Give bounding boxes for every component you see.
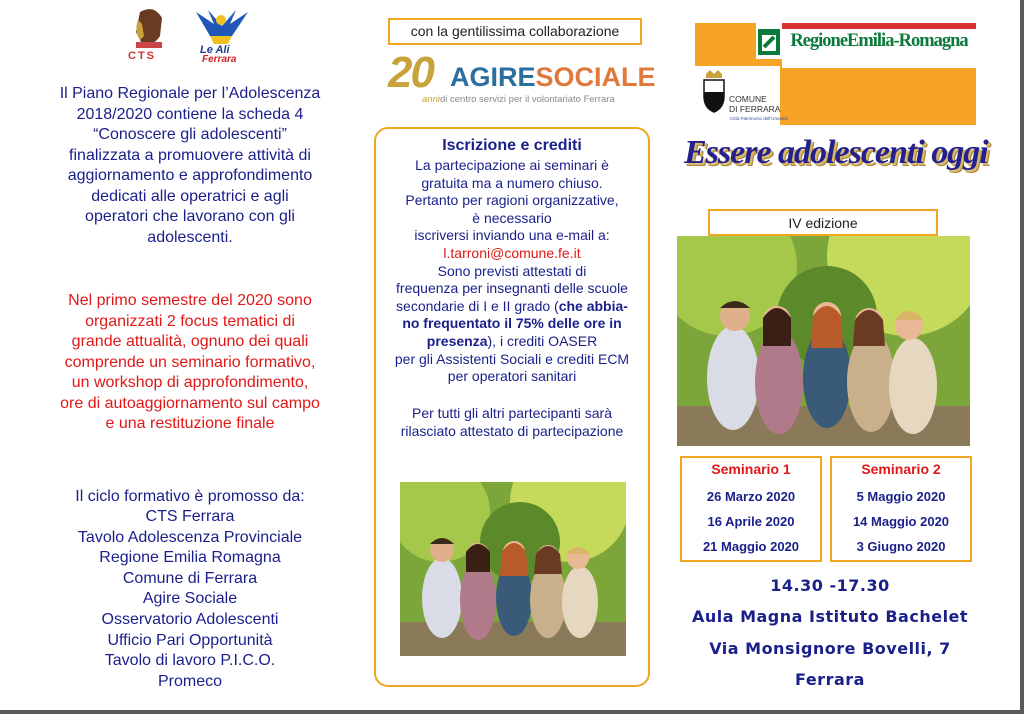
agire-name-part: SOCIALE: [535, 62, 656, 92]
promoter-item: Tavolo Adolescenza Provinciale: [77, 528, 303, 546]
teens-photo-image: [677, 236, 970, 446]
registration-line: iscriversi inviando una e-mail a:: [414, 227, 610, 244]
partner-logos: [122, 4, 262, 66]
le-ali-sublabel: Ferrara: [202, 54, 237, 65]
certificate-line: Sono previsti attestati di: [437, 262, 587, 279]
agire-tagline: [422, 94, 615, 105]
seminar-1-date: 16 Aprile 2020: [707, 514, 795, 529]
event-venue: Aula Magna Istituto Bachelet: [691, 607, 969, 626]
promoter-item: Agire Sociale: [142, 590, 238, 608]
focus-line: organizzati 2 focus tematici di: [85, 312, 295, 330]
event-address: Via Monsignore Bovelli, 7: [709, 639, 951, 658]
intro-line: Il Piano Regionale per l’Adolescenza: [59, 85, 321, 102]
registration-line: gratuita ma a numero chiuso.: [421, 174, 603, 191]
promoter-item: Osservatorio Adolescenti: [101, 610, 279, 628]
registration-title: Iscrizione e crediti: [442, 137, 582, 154]
promoters-heading: Il ciclo formativo è promosso da:: [75, 488, 305, 505]
focus-line: comprende un seminario formativo,: [64, 353, 316, 371]
focus-line: e una restituzione finale: [105, 415, 275, 432]
event-city: Ferrara: [795, 670, 865, 689]
agire-anni: anni: [422, 94, 440, 105]
attendance-note: [376, 405, 648, 440]
certificate-line: per gli Assistenti Sociali e crediti ECM: [394, 350, 630, 367]
registration-text: [376, 157, 648, 386]
certificate-bold-text: presenza: [426, 332, 488, 349]
promoter-item: Promeco: [157, 672, 223, 690]
le-ali-label: Le Ali: [200, 44, 230, 56]
promoter-item: Ufficio Pari Opportunità: [107, 631, 273, 649]
seminar-1-date: 26 Marzo 2020: [706, 489, 796, 504]
ferrara-crest-icon: [701, 70, 727, 114]
certificate-bold-text: che abbia-: [558, 297, 628, 314]
intro-paragraph: [20, 84, 360, 248]
registration-line: è necessario: [472, 209, 552, 226]
seminar-2-date: 5 Maggio 2020: [856, 489, 946, 504]
promoters-list: [20, 507, 360, 692]
edition-label: IV edizione: [708, 209, 938, 236]
seminar-1-date: 21 Maggio 2020: [702, 539, 800, 554]
teens-photo-small: [400, 482, 626, 656]
certificate-text: secondarie di I e II grado (: [396, 297, 559, 314]
attendance-line: Per tutti gli altri partecipanti sarà: [412, 405, 612, 421]
focus-line: ore di autoaggiornamento sul campo: [60, 394, 320, 412]
promoter-item: Regione Emilia Romagna: [99, 549, 281, 567]
registration-line: La partecipazione ai seminari è: [415, 157, 609, 173]
promoter-item: Comune di Ferrara: [122, 569, 258, 587]
comune-line: DI FERRARA: [729, 104, 781, 114]
comune-subtitle: Città Patrimonio dell’Umanità: [730, 116, 789, 121]
focus-line: Nel primo semestre del 2020 sono: [68, 292, 312, 309]
intro-line: operatori che lavorano con gli: [85, 208, 295, 225]
event-title: Essere adolescenti oggi: [684, 134, 988, 171]
certificate-bold-text: no frequentato il 75% delle ore in: [402, 315, 622, 332]
seminar-2-date: 14 Maggio 2020: [852, 514, 950, 529]
seminar-2-title: Seminario 2: [861, 461, 941, 477]
attendance-line: rilasciato attestato di partecipazione: [400, 422, 624, 439]
teens-photo-image: [400, 482, 626, 656]
cts-logo-label: CTS: [128, 50, 156, 62]
intro-line: “Conoscere gli adolescenti”: [93, 126, 287, 143]
regione-emblem-icon: [756, 23, 782, 59]
certificate-line: frequenza per insegnanti delle scuole: [396, 280, 628, 297]
certificate-line: [376, 298, 648, 316]
le-ali-logo: [192, 6, 250, 64]
seminar-2-date: 3 Giugno 2020: [856, 539, 946, 554]
certificate-line: [376, 315, 648, 333]
registration-line: Pertanto per ragioni organizzative,: [405, 192, 619, 209]
focus-paragraph: [20, 291, 360, 435]
collaboration-banner: con la gentilissima collaborazione: [388, 18, 642, 45]
agire-name-part: AGIRE: [450, 62, 536, 92]
intro-line: adolescenti.: [147, 228, 233, 246]
seminar-1-title: Seminario 1: [711, 461, 791, 477]
focus-line: grande attualità, ognuno dei quali: [71, 333, 309, 350]
promoter-item: Tavolo di lavoro P.I.C.O.: [104, 652, 276, 670]
promoter-item: CTS Ferrara: [145, 508, 235, 525]
focus-line: un workshop di approfondimento,: [71, 374, 309, 391]
event-time: 14.30 -17.30: [770, 576, 890, 595]
agire-name: [450, 62, 656, 93]
intro-line: 2018/2020 contiene la scheda 4: [76, 105, 304, 123]
certificate-line: per operatori sanitari: [447, 368, 577, 385]
regione-emblem: [756, 23, 782, 59]
certificate-text: ), i crediti OASER: [487, 332, 598, 349]
comune-di-ferrara-label: [729, 94, 780, 114]
intro-line: finalizzata a promuovere attività di: [69, 146, 311, 164]
intro-line: aggiornamento e approfondimento: [67, 167, 313, 184]
regione-emilia-romagna-label: RegioneEmilia-Romagna: [790, 31, 968, 51]
certificate-line: [376, 333, 648, 351]
wings-icon: [192, 6, 250, 46]
agire-anniversary-number: 20: [388, 48, 433, 97]
agire-sociale-logo: [384, 48, 656, 110]
regione-stripe: [782, 23, 976, 29]
registration-email-link[interactable]: l.tarroni@comune.fe.it: [443, 244, 581, 261]
intro-line: dedicati alle operatrici e agli: [91, 187, 289, 205]
teens-photo-large: [677, 236, 970, 446]
agire-tagline-text: di centro servizi per il volontariato Ferrara: [439, 94, 615, 105]
comune-line: COMUNE: [729, 94, 767, 104]
